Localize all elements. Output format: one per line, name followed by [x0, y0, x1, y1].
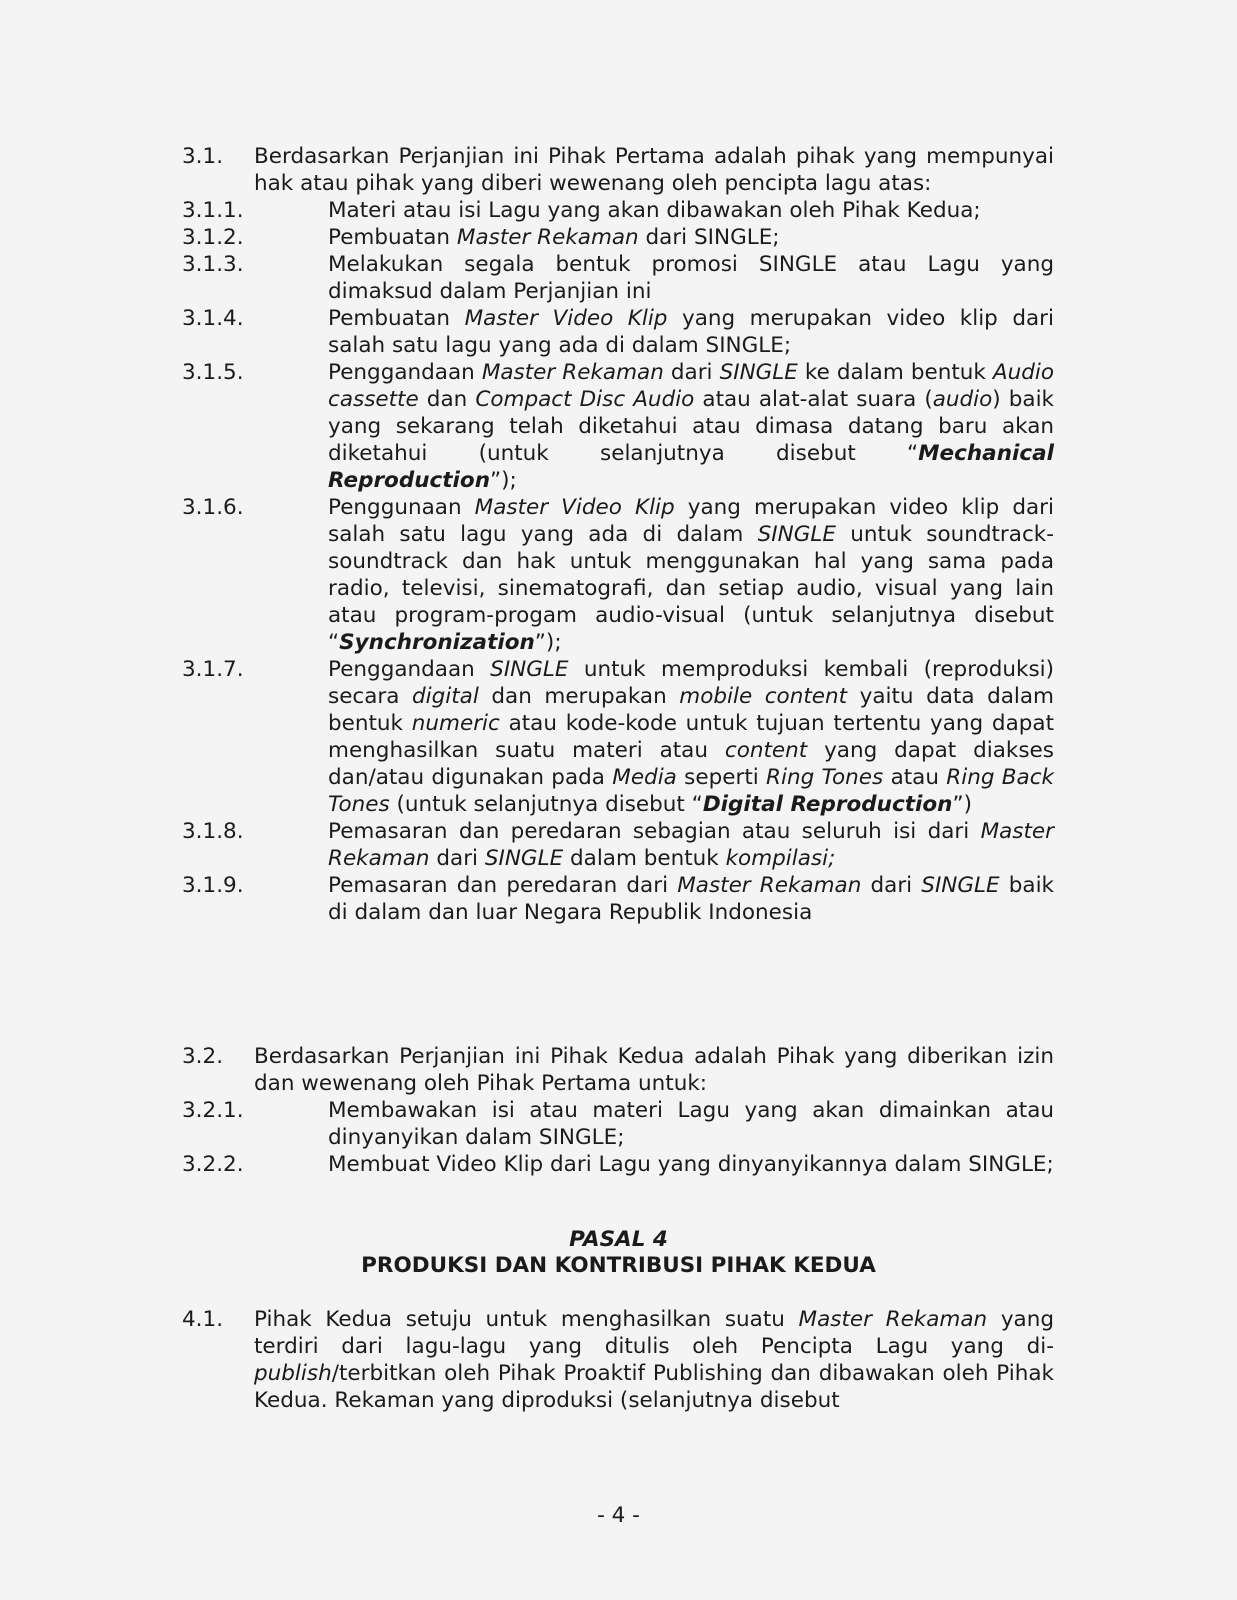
subclause-number: 3.2.1. [182, 1098, 244, 1123]
subclause-number: 3.1.4. [182, 306, 244, 331]
subclause-text: Materi atau isi Lagu yang akan dibawakan oleh Pihak Kedua; [328, 198, 981, 223]
subclause-text: Membawakan isi atau materi Lagu yang akan dimainkan atau dinyanyikan dalam SINGLE; [328, 1098, 1054, 1150]
subclause-text: Pemasaran dan peredaran sebagian atau seluruh isi dari Master Rekaman dari SINGLE dalam bentuk kompilasi; [328, 819, 1054, 871]
subclause-list [182, 1097, 1054, 1178]
subclause-text: Penggandaan Master Rekaman dari SINGLE ke dalam bentuk Audio cassette dan Compact Disc Audio atau alat-alat suara (audio) baik yang sekarang telah diketahui atau dimasa datang baru akan diketahui (untuk selanjutnya disebut “Mechanical Reproduction”); [328, 360, 1055, 493]
subclause [182, 305, 1054, 359]
subclause-text: Membuat Video Klip dari Lagu yang dinyanyikannya dalam SINGLE; [328, 1152, 1054, 1177]
subclause [182, 1097, 1054, 1151]
clause-number: 3.1. [182, 144, 224, 169]
clause-text: Berdasarkan Perjanjian ini Pihak Kedua adalah Pihak yang diberikan izin dan wewenang oleh Pihak Pertama untuk: [254, 1044, 1054, 1096]
subclause-number: 3.1.9. [182, 873, 244, 898]
subclause [182, 656, 1054, 818]
clause-number: 3.2. [182, 1044, 224, 1069]
subclause-number: 3.1.3. [182, 252, 244, 277]
subclause-number: 3.1.5. [182, 360, 244, 385]
article-number: PASAL 4 [569, 1227, 668, 1252]
article-subtitle: PRODUKSI DAN KONTRIBUSI PIHAK KEDUA [361, 1253, 876, 1278]
subclause [182, 494, 1054, 656]
clause-3-2 [182, 1043, 1054, 1178]
clause-3-1 [182, 143, 1054, 926]
subclause [182, 818, 1054, 872]
subclause-text: Pembuatan Master Video Klip yang merupakan video klip dari salah satu lagu yang ada di dalam SINGLE; [328, 306, 1054, 358]
subclause-number: 3.1.6. [182, 495, 244, 520]
subclause-text: Penggandaan SINGLE untuk memproduksi kembali (reproduksi) secara digital dan merupakan mobile content yaitu data dalam bentuk numeric atau kode-kode untuk tujuan tertentu yang dapat menghasilkan suatu materi atau content yang dapat diakses dan/atau digunakan pada Media seperti Ring Tones atau Ring Back Tones (untuk selanjutnya disebut “Digital Reproduction”) [328, 657, 1055, 817]
subclause-number: 3.1.1. [182, 198, 244, 223]
subclause [182, 197, 1054, 224]
subclause-number: 3.1.8. [182, 819, 244, 844]
clause-number: 4.1. [182, 1307, 224, 1332]
subclause-list [182, 197, 1054, 926]
subclause [182, 251, 1054, 305]
page-number: - 4 - [597, 1503, 640, 1528]
clause-4-1 [182, 1306, 1054, 1414]
subclause [182, 224, 1054, 251]
subclause-text: Pembuatan Master Rekaman dari SINGLE; [328, 225, 780, 250]
subclause [182, 1151, 1054, 1178]
clause-text: Pihak Kedua setuju untuk menghasilkan suatu Master Rekaman yang terdiri dari lagu-lagu yang ditulis oleh Pencipta Lagu yang di-publish/terbitkan oleh Pihak Proaktif Publishing dan dibawakan oleh Pihak Kedua. Rekaman yang diproduksi (selanjutnya disebut [254, 1307, 1055, 1413]
subclause-number: 3.2.2. [182, 1152, 244, 1177]
article-title [0, 1226, 1237, 1253]
subclause-text: Penggunaan Master Video Klip yang merupakan video klip dari salah satu lagu yang ada di dalam SINGLE untuk soundtrack-soundtrack dan hak untuk menggunakan hal yang sama pada radio, televisi, sinematografi, dan setiap audio, visual yang lain atau program-progam audio-visual (untuk selanjutnya disebut “Synchronization”); [328, 495, 1054, 655]
clause-text: Berdasarkan Perjanjian ini Pihak Pertama adalah pihak yang mempunyai hak atau pihak yang diberi wewenang oleh pencipta lagu atas: [254, 144, 1054, 196]
subclause-number: 3.1.2. [182, 225, 244, 250]
subclause [182, 359, 1054, 494]
subclause-text: Melakukan segala bentuk promosi SINGLE atau Lagu yang dimaksud dalam Perjanjian ini [328, 252, 1054, 304]
subclause-number: 3.1.7. [182, 657, 244, 682]
subclause [182, 872, 1054, 926]
subclause-text: Pemasaran dan peredaran dari Master Rekaman dari SINGLE baik di dalam dan luar Negara Republik Indonesia [328, 873, 1054, 925]
